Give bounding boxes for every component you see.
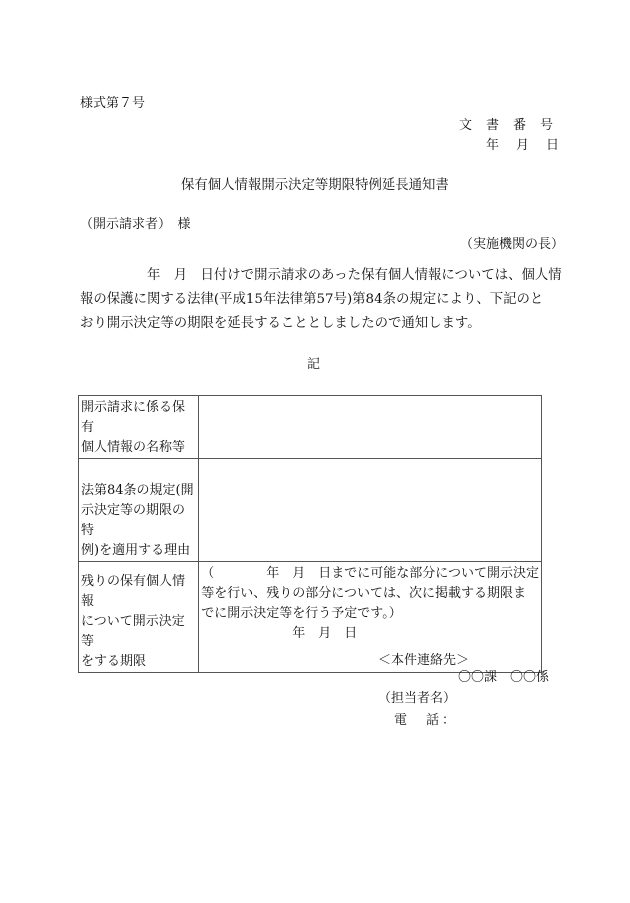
notice-body-line: おり開示決定等の期限を延長することとしましたので通知します。 [80, 316, 481, 331]
notice-body-line: 年 月 日付けで開示請求のあった保有個人情報については、個人情 [80, 268, 562, 283]
contact-phone: 電 話： [378, 713, 459, 728]
label-line: をする期限 [81, 654, 147, 669]
value-line: 年 月 日 [201, 626, 358, 641]
info-table [78, 395, 542, 673]
document-number: 文書番号 [459, 118, 568, 133]
table-row [79, 562, 542, 673]
sender: （実施機関の長） [460, 237, 565, 252]
value-line: 等を行い、残りの部分については、次に掲載する期限ま [201, 586, 526, 601]
row-value-reason [199, 459, 542, 562]
row-value-deadline [199, 562, 542, 673]
table-row [79, 396, 542, 459]
label-line: 個人情報の名称等 [81, 440, 186, 455]
row-label-deadline [79, 562, 199, 673]
ki-heading: 記 [307, 357, 321, 372]
notice-body-line: 報の保護に関する法律(平成15年法律第57号)第84条の規定により、下記のと [80, 292, 544, 307]
table-row [79, 459, 542, 562]
value-line: でに開示決定等を行う予定です。） [201, 606, 402, 621]
form-number: 様式第７号 [80, 96, 146, 111]
document-date: 年 月 日 [486, 138, 562, 153]
row-label-document-name [79, 396, 199, 459]
row-value-document-name [199, 396, 542, 459]
contact-person: （担当者名） [378, 691, 457, 706]
label-line: 例)を適用する理由 [81, 543, 191, 558]
notice-body [80, 264, 560, 336]
document-title: 保有個人情報開示決定等期限特例延長通知書 [181, 178, 449, 193]
label-line: 開示請求に係る保有 [81, 400, 186, 435]
label-line: について開示決定等 [81, 614, 185, 649]
contact-heading: ＜本件連絡先＞ [378, 653, 470, 668]
label-line: 残りの保有個人情報 [81, 574, 186, 609]
row-label-reason [79, 459, 199, 562]
label-line: 法第84条の規定(開 [81, 483, 194, 498]
contact-section: 〇〇課 〇〇係 [458, 670, 550, 685]
addressee: （開示請求者） 様 [80, 217, 191, 232]
label-line: 示決定等の期限の特 [81, 503, 186, 538]
value-line: （ 年 月 日までに可能な部分について開示決定 [201, 566, 539, 581]
